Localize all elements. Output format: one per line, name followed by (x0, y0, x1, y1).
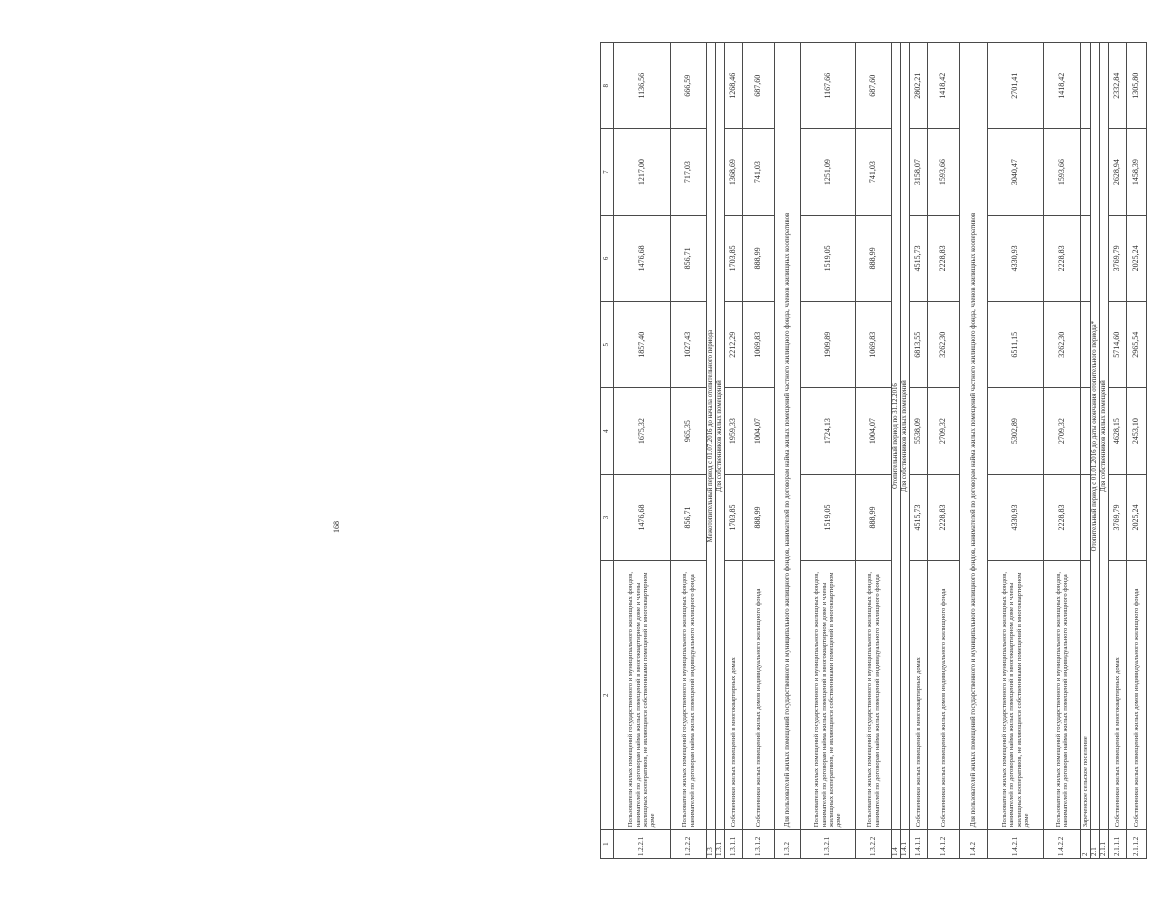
tariff-value: 2709,32 (1044, 388, 1081, 474)
tariff-value: 6813,55 (910, 302, 928, 388)
tariff-value: 888,99 (743, 215, 775, 301)
row-label: Собственники жилых помещений в многоквартирных домах (1109, 561, 1127, 830)
tariff-value: 741,03 (856, 129, 892, 215)
tariff-value: 4330,93 (988, 215, 1044, 301)
empty-cell (1081, 43, 1091, 129)
tariff-value: 1027,43 (671, 302, 707, 388)
row-index: 1.2.2.2 (671, 830, 707, 859)
column-number: 8 (601, 43, 614, 129)
tariff-value: 5714,60 (1109, 302, 1127, 388)
tariff-value: 6511,15 (988, 302, 1044, 388)
tariff-value: 1251,09 (801, 129, 856, 215)
row-index: 2 (1081, 830, 1091, 859)
section-row (1100, 43, 1109, 859)
column-number: 4 (601, 388, 614, 474)
tariff-value: 856,71 (671, 474, 707, 560)
tariff-value: 1136,56 (614, 43, 671, 129)
row-index: 1.3.2.1 (801, 830, 856, 859)
tariff-value: 2701,41 (988, 43, 1044, 129)
tariff-value: 1519,05 (801, 215, 856, 301)
tariff-value: 4515,73 (910, 474, 928, 560)
table-row (671, 43, 707, 859)
tariff-value: 1519,05 (801, 474, 856, 560)
row-index: 1.3.1.2 (743, 830, 775, 859)
tariff-value: 3262,30 (928, 302, 960, 388)
tariff-value: 666,59 (671, 43, 707, 129)
tariff-value: 2802,21 (910, 43, 928, 129)
tariff-value: 1724,13 (801, 388, 856, 474)
row-label: Пользователи жилых помещений государственного и муниципального жилищных фондов, нанимателей по договорам найма жилых помещений в многоквартирном доме и члены жилищных кооперативов, не являющиеся собственниками помещений в многоквартирном доме (801, 561, 856, 830)
row-index: 1.3 (707, 830, 716, 859)
table-row (1127, 43, 1147, 859)
section-row (901, 43, 910, 859)
tariff-value: 2228,83 (928, 474, 960, 560)
section-row (960, 43, 988, 859)
section-row (775, 43, 801, 859)
table-row (910, 43, 928, 859)
row-label: Пользователи жилых помещений государственного и муниципального жилищных фондов, нанимателей по договорам найма жилых помещений индивидуального жилищного фонда (1044, 561, 1081, 830)
row-index: 1.3.1 (716, 830, 725, 859)
tariff-value: 1959,33 (725, 388, 743, 474)
tariff-value: 687,60 (856, 43, 892, 129)
section-row (1091, 43, 1100, 859)
row-label: Собственники жилых помещений жилых домов индивидуального жилищного фонда (743, 561, 775, 830)
tariff-value: 888,99 (743, 474, 775, 560)
column-number: 3 (601, 474, 614, 560)
section-heading: Для пользователей жилых помещений государственного и муниципального жилищного фондов, нанимателей по договорам найма жилых помещений частного жилищного фонда, членов жилищных кооперативов (775, 43, 801, 830)
tariff-value: 4330,93 (988, 474, 1044, 560)
row-label: Пользователи жилых помещений государственного и муниципального жилищных фондов, нанимателей по договорам найма жилых помещений в многоквартирном доме и члены жилищных кооперативов, не являющиеся собственниками помещений в многоквартирном доме (988, 561, 1044, 830)
row-index: 2.1.1 (1100, 830, 1109, 859)
row-label: Собственники жилых помещений в многоквартирных домах (910, 561, 928, 830)
tariff-value: 856,71 (671, 215, 707, 301)
row-label: Пользователи жилых помещений государственного и муниципального жилищных фондов, нанимателей по договорам найма жилых помещений в многоквартирном доме и члены жилищных кооперативов, не являющиеся собственниками помещений в многоквартирном доме (614, 561, 671, 830)
tariff-value: 1476,68 (614, 474, 671, 560)
tariff-value: 1004,07 (743, 388, 775, 474)
tariff-value: 1004,07 (856, 388, 892, 474)
tariff-value: 3769,79 (1109, 215, 1127, 301)
row-index: 1.4.2 (960, 830, 988, 859)
row-index: 1.4.2.2 (1044, 830, 1081, 859)
tariff-value: 3040,47 (988, 129, 1044, 215)
tariff-value: 2228,83 (1044, 474, 1081, 560)
tariff-value: 2628,94 (1109, 129, 1127, 215)
tariff-value: 1703,85 (725, 474, 743, 560)
table-body (601, 43, 1147, 859)
row-index: 2.1.1.1 (1109, 830, 1127, 859)
tariff-value: 2453,10 (1127, 388, 1147, 474)
tariff-value: 1069,83 (856, 302, 892, 388)
empty-cell (1081, 388, 1091, 474)
table-row (725, 43, 743, 859)
row-index: 1.4.1 (901, 830, 910, 859)
tariff-value: 2332,84 (1109, 43, 1127, 129)
tariff-value: 741,03 (743, 129, 775, 215)
tariff-value: 888,99 (856, 474, 892, 560)
tariff-value: 1268,46 (725, 43, 743, 129)
tariff-value: 2025,24 (1127, 215, 1147, 301)
group-row (1081, 43, 1091, 859)
tariff-value: 4515,73 (910, 215, 928, 301)
table-row (801, 43, 856, 859)
row-index: 1.4.2.1 (988, 830, 1044, 859)
tariff-value: 2709,32 (928, 388, 960, 474)
table-row (988, 43, 1044, 859)
row-label: Пользователи жилых помещений государственного и муниципального жилищных фондов, нанимателей по договорам найма жилых помещений индивидуального жилищного фонда (671, 561, 707, 830)
table-row (928, 43, 960, 859)
row-index: 1.2.2.1 (614, 830, 671, 859)
table-row (1109, 43, 1127, 859)
row-index: 2.1 (1091, 830, 1100, 859)
section-heading: Отопительный период с 01.01.2016 до даты окончания отопительного периода* (1091, 43, 1100, 830)
tariff-table (600, 42, 1147, 859)
tariff-value: 1217,00 (614, 129, 671, 215)
tariff-value: 1593,66 (1044, 129, 1081, 215)
tariff-value: 1675,32 (614, 388, 671, 474)
row-index: 1.4.1.2 (928, 830, 960, 859)
tariff-value: 5538,09 (910, 388, 928, 474)
tariff-value: 965,35 (671, 388, 707, 474)
row-index: 1.3.2 (775, 830, 801, 859)
tariff-value: 2228,83 (928, 215, 960, 301)
section-heading: Для собственников жилых помещений (1100, 43, 1109, 830)
row-index: 1.4 (892, 830, 901, 859)
section-heading: Для пользователей жилых помещений государственного и муниципального жилищного фондов, нанимателей по договорам найма жилых помещений частного жилищного фонда, членов жилищных кооперативов (960, 43, 988, 830)
tariff-value: 1305,80 (1127, 43, 1147, 129)
row-index: 1.3.1.1 (725, 830, 743, 859)
tariff-value: 2228,83 (1044, 215, 1081, 301)
tariff-value: 3158,07 (910, 129, 928, 215)
table-row (856, 43, 892, 859)
section-row (892, 43, 901, 859)
tariff-table-page (600, 42, 1170, 859)
tariff-value: 1458,39 (1127, 129, 1147, 215)
section-heading: Межотопительный период с 01.07.2016 до начала отопительного периода (707, 43, 716, 830)
empty-cell (1081, 302, 1091, 388)
tariff-value: 1703,85 (725, 215, 743, 301)
row-index: 2.1.1.2 (1127, 830, 1147, 859)
column-number: 2 (601, 561, 614, 830)
table-row (1044, 43, 1081, 859)
tariff-value: 687,60 (743, 43, 775, 129)
table-row (743, 43, 775, 859)
tariff-value: 1909,89 (801, 302, 856, 388)
tariff-value: 717,03 (671, 129, 707, 215)
tariff-value: 1476,68 (614, 215, 671, 301)
tariff-value: 4628,15 (1109, 388, 1127, 474)
row-index: 1.3.2.2 (856, 830, 892, 859)
tariff-value: 3262,30 (1044, 302, 1081, 388)
section-row (707, 43, 716, 859)
page-number: 168 (332, 521, 341, 533)
column-number: 5 (601, 302, 614, 388)
column-number: 6 (601, 215, 614, 301)
section-row (716, 43, 725, 859)
tariff-value: 888,99 (856, 215, 892, 301)
column-number-row (601, 43, 614, 859)
tariff-value: 1368,69 (725, 129, 743, 215)
empty-cell (1081, 474, 1091, 560)
tariff-value: 1857,40 (614, 302, 671, 388)
empty-cell (1081, 129, 1091, 215)
tariff-value: 1418,42 (928, 43, 960, 129)
row-label: Собственники жилых помещений жилых домов индивидуального жилищного фонда (928, 561, 960, 830)
row-label: Собственники жилых помещений жилых домов индивидуального жилищного фонда (1127, 561, 1147, 830)
tariff-value: 2025,24 (1127, 474, 1147, 560)
group-label: Зареченское сельское поселение (1081, 561, 1091, 830)
empty-cell (1081, 215, 1091, 301)
section-heading: Для собственников жилых помещений (716, 43, 725, 830)
row-index: 1.4.1.1 (910, 830, 928, 859)
tariff-value: 1418,42 (1044, 43, 1081, 129)
tariff-value: 1593,66 (928, 129, 960, 215)
tariff-value: 1069,83 (743, 302, 775, 388)
section-heading: Отопительный период по 31.12.2016 (892, 43, 901, 830)
row-label: Пользователи жилых помещений государственного и муниципального жилищных фондов, нанимателей по договорам найма жилых помещений индивидуального жилищного фонда (856, 561, 892, 830)
row-label: Собственники жилых помещений в многоквартирных домах (725, 561, 743, 830)
tariff-value: 1167,66 (801, 43, 856, 129)
column-number: 1 (601, 830, 614, 859)
section-heading: Для собственников жилых помещений (901, 43, 910, 830)
tariff-value: 5302,89 (988, 388, 1044, 474)
tariff-value: 2965,54 (1127, 302, 1147, 388)
tariff-value: 3769,79 (1109, 474, 1127, 560)
tariff-value: 2212,29 (725, 302, 743, 388)
table-row (614, 43, 671, 859)
column-number: 7 (601, 129, 614, 215)
